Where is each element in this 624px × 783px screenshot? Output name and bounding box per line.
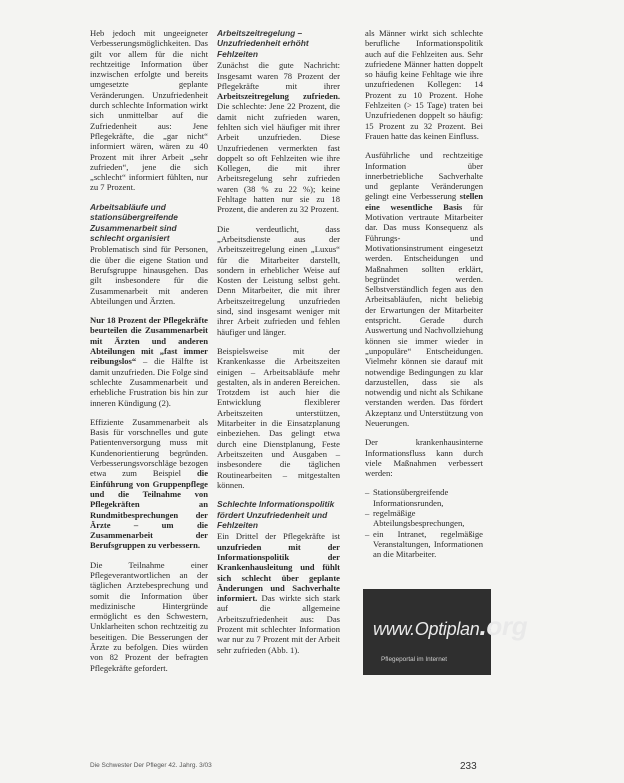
section-heading: Schlechte Informationspolitik fördert Unzufriedenheit und Fehlzeiten xyxy=(217,499,335,530)
logo-tld: .org xyxy=(479,611,528,641)
paragraph: Problematisch sind für Personen, die über die eigene Station und Berufsgruppe hinausgehen. Das gilt insbesondere für die Zusammenarbeit mit anderen Abteilungen und Ärzten. xyxy=(90,244,208,306)
column-right xyxy=(365,28,483,568)
emphasis-text: Arbeitszeitregelung zufrieden. xyxy=(217,91,340,102)
paragraph: Heb jedoch mit ungeeigneter Verbesserungsmöglichkeiten. Das gilt vor allem für die nicht rechtzeitige Information über inzwischen erfolgte und bereits umgesetzte geplante Veränderungen. Unzufriedenheit durch schlechte Information wirkt sich unmittelbar auf die Zufriedenheit aus: Jene Pflegekräfte, die „gar nicht“ informiert wären, wären zu 40 Prozent mit ihrer Arbeit „sehr zufrieden“, jene die sich „schlecht“ informiert fühlten, nur zu 7 Prozent. xyxy=(90,28,208,193)
measures-list xyxy=(365,487,483,559)
paragraph-text: Ein Drittel der Pflegekräfte ist xyxy=(217,531,340,542)
paragraph-text: Ausführliche und rechtzeitige Information über innerbetriebliche Sachverhalte und geplante Veränderungen gelingt eine Verbesserung xyxy=(365,150,483,202)
section-heading: Arbeitsabläufe und stationsübergreifende Zusammenarbeit sind schlecht organisiert xyxy=(90,201,178,243)
optiplan-logo xyxy=(373,611,527,642)
paragraph: Die verdeutlicht, dass „Arbeitsdienste aus der Arbeitszeitregelung einen „Luxus“ für die Mitarbeiter darstellt, sondern in erheblicher Weise auf Kosten der Leistung selbst geht. Denn Mitarbeiter, die mit ihrer Arbeitszeitregelung unzufrieden sind, sind insgesamt weniger mit ihrer Arbeit zufrieden und fehlen häufiger und länger. xyxy=(217,223,340,337)
paragraph xyxy=(217,531,340,655)
paragraph-text: für Motivation vertraute Mitarbeiter dar. Das muss Konsequenz als Führungs- und Motivationsinstrument eingesetzt werden. Entscheidungen und Maßnahmen sollten erklärt, begründet werden. Selbstverständlich fegen aus den Arbeitsabläufen, nicht beliebig der Erwartungen der Mitarbeiter entspricht. Gerade durch Auswertung und Nachvollziehung können sie immer wieder in „unpopuläre“ Entscheidungen. Vielmehr können sie darauf mit notwendige Bedingungen zu klar darzustellen, dass sie als notwendig und nicht als Schikane verstanden werden. Das fördert Akzeptanz und Unterstützung von Neuerungen. xyxy=(365,201,483,428)
paragraph-text: – die Hälfte ist damit unzufrieden. Die Folge sind schlechte Zusammenarbeit und erhebliche Frustration bis hin zur inneren Kündigung (2). xyxy=(90,356,208,408)
page-number: 233 xyxy=(460,761,477,772)
emphasis-text: unzufrieden mit der Informationspolitik der Krankenhausleitung und fühlt sich schlecht über geplante Änderungen und Sachverhalte informiert. xyxy=(217,541,340,604)
column-middle xyxy=(217,28,340,664)
paragraph: Beispielsweise mit der Krankenkasse die Arbeitszeiten einigen – Arbeitsabläufe mehr gestalten, als in anderen Bereichen. Trotzdem ist auch hier die Entwicklung flexiblerer Arbeitszeiten unterstützen, Mitarbeiter in die Einsatzplanung einbeziehen. Das gelingt etwa durch eine Dienstplanung, Feste Arbeitszeiten und Ausgaben – insbesondere die täglichen Routinearbeiten – mitgestalten können. xyxy=(217,345,340,490)
list-item: – regelmäßige Abteilungsbesprechungen, xyxy=(365,508,483,529)
list-item: – Stationsübergreifende Informationsrunden, xyxy=(365,487,483,508)
paragraph xyxy=(90,417,208,551)
paragraph xyxy=(217,60,340,214)
paragraph-text: Das wirkte sich stark auf die allgemeine Arbeitszufriedenheit aus: Das Prozent mit schlechter Information war nur zu 7 Prozent mit der Arbeit sehr zufrieden (Abb. 1). xyxy=(217,593,340,655)
paragraph xyxy=(365,150,483,428)
journal-footer: Die Schwester Der Pfleger 42. Jahrg. 3/03 xyxy=(90,762,212,769)
paragraph-text: Die schlechte: Jene 22 Prozent, die damit nicht zufrieden waren, fehlten sich viel häufiger mit ihrer Arbeit unzufrieden. Diese Unzufriedenen vermerkten fast doppelt so oft Fehlzeiten wie ihre Kollegen, die mit ihrer Arbeitsregelung sehr zufrieden waren (38 % zu 22 %); keine Fehltage hatten nur sie zu 18 Prozent, die anderen zu 32 Prozent. xyxy=(217,101,340,215)
optiplan-advertisement[interactable] xyxy=(363,589,528,675)
column-left xyxy=(90,28,208,682)
paragraph: Die Teilnahme einer Pflegeverantwortlichen an der täglichen Arztebesprechung und somit die Information über medizinische Hintergründe ermöglicht es den Schwestern, Unklarheiten schon rechtzeitig zu beseitigen. Die Besserungen der Ärzte zu befolgen. Dies würden von 82 Prozent der befragten Pflegekräfte gefordert. xyxy=(90,559,208,673)
emphasis-text: Nur 18 Prozent der Pflegekräfte beurteilen die Zusammenarbeit mit Ärzten und anderen Abteilungen mit „fast immer reibungslos“ xyxy=(90,315,208,367)
ad-tagline: Pflegeportal im Internet xyxy=(381,656,448,663)
paragraph: als Männer wirkt sich schlechte berufliche Informationspolitik auch auf die Fehlzeiten aus. Sehr zufriedene Männer hatten doppelt so häufig keine Fehltage wie ihre unzufriedenen Kollegen: 14 Prozent zu 10 Prozent. Hohe Fehlzeiten (> 15 Tage) traten bei Unzufriedenen doppelt so häufig: 15 Prozent zu 32 Prozent. Bei Frauen hatte das keinen Einfluss. xyxy=(365,28,483,141)
paragraph xyxy=(90,315,208,408)
emphasis-text: die Einführung von Gruppenpflege und die Teilnahme von Pflegekräften an Rundmitbesprechungen der Ärzte – um die Zusammenarbeit der Berufsgruppen zu verbessern. xyxy=(90,468,209,551)
section-heading: Arbeitszeitregelung – Unzufriedenheit erhöht Fehlzeiten xyxy=(217,28,309,59)
list-item: – ein Intranet, regelmäßige Veranstaltungen, Informationen an die Mitarbeiter. xyxy=(365,529,483,560)
emphasis-text: stellen eine wesentliche Basis xyxy=(365,191,483,212)
logo-text: www.Optiplan xyxy=(373,619,480,639)
paragraph-text: Effiziente Zusammenarbeit als Basis für vorschnelles und gute Patientenversorgung muss mit Kundenorientierung begründen. Verbesserungsvorschläge bezogen etwa zum Beispiel xyxy=(90,416,208,479)
paragraph: Der krankenhausinterne Informationsfluss kann durch viele Maßnahmen verbessert werden: xyxy=(365,437,483,479)
paragraph-text: Zunächst die gute Nachricht: Insgesamt waren 78 Prozent der Pflegekräfte mit ihrer xyxy=(217,60,340,91)
